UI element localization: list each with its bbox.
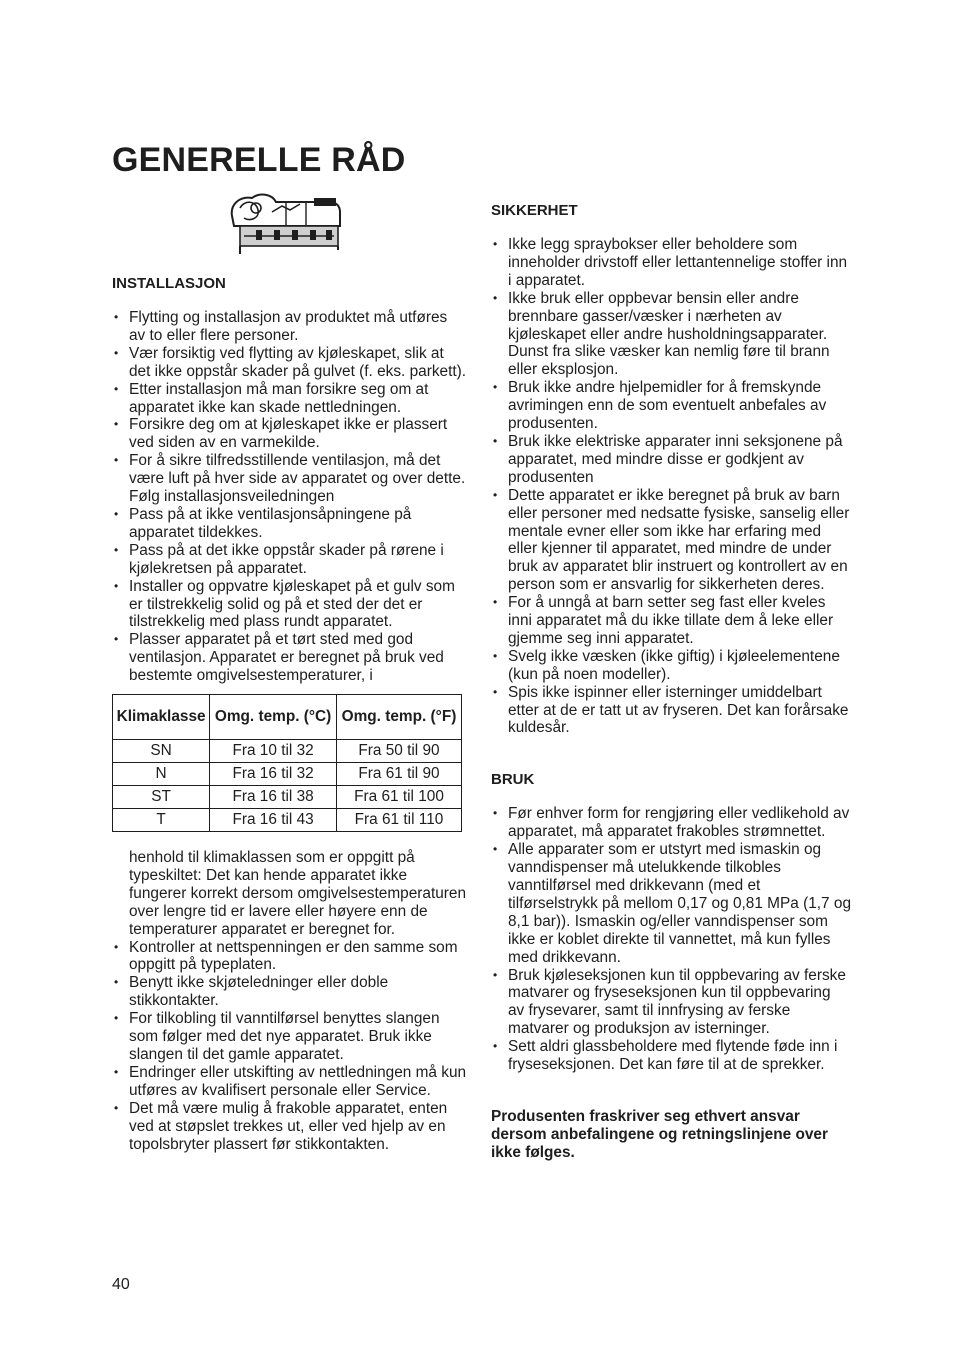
table-header-row bbox=[113, 695, 462, 740]
list-item: • Bruk kjøleseksjonen kun til oppbevaring av ferske matvarer og fryseseksjonen kun til oppbevaring av frysevarer, samt til innfrysing av ferske matvarer og produksjon av isterninger. bbox=[491, 967, 851, 1039]
list-item: • For tilkobling til vanntilførsel benyttes slangen som følger med det nye apparatet. Bruk ikke slangen til det gamle apparatet. bbox=[112, 1010, 467, 1064]
list-item: • Etter installasjon må man forsikre seg om at apparatet ikke kan skade nettledningen. bbox=[112, 381, 467, 417]
list-item: • For å unngå at barn setter seg fast eller kveles inni apparatet må du ikke tillate dem å leke eller gjemme seg inni apparatet. bbox=[491, 594, 851, 648]
table-row bbox=[113, 786, 462, 809]
list-item: • Bruk ikke andre hjelpemidler for å fremskynde avrimingen enn de som eventuelt anbefales av produsenten. bbox=[491, 379, 851, 433]
bruk-list bbox=[491, 805, 851, 1074]
table-row bbox=[113, 809, 462, 832]
list-item: • Pass på at det ikke oppstår skader på rørene i kjølekretsen på apparatet. bbox=[112, 542, 467, 578]
table-cell: Fra 16 til 38 bbox=[210, 786, 337, 809]
table-cell: Fra 61 til 90 bbox=[336, 763, 461, 786]
left-column bbox=[112, 275, 467, 1153]
list-item: • Alle apparater som er utstyrt med ismaskin og vanndispenser må utelukkende tilkobles vanntilførsel med drikkevann (med et tilførselstrykk på mellom 0,17 og 0,81 MPa (1,7 og 8,1 bar)). Ismaskin og/eller vanndispenser som ikke er koblet direkte til vannettet, må kun fylles med drikkevann. bbox=[491, 841, 851, 966]
section-heading-bruk: BRUK bbox=[491, 771, 535, 789]
list-item: • Før enhver form for rengjøring eller vedlikehold av apparatet, må apparatet frakobles strømnettet. bbox=[491, 805, 851, 841]
list-item: • Det må være mulig å frakoble apparatet, enten ved at støpslet trekkes ut, eller ved hjelp av en topolsbryter plassert før stikkontakten. bbox=[112, 1100, 467, 1154]
table-cell: Fra 16 til 32 bbox=[210, 763, 337, 786]
list-item: • Ikke bruk eller oppbevar bensin eller andre brennbare gasser/væsker i nærheten av kjøleskapet eller andre husholdningsapparater. Dunst fra slike væsker kan nemlig føre til brann eller eksplosjon. bbox=[491, 290, 851, 380]
list-item: • Installer og oppvatre kjøleskapet på et gulv som er tilstrekkelig solid og på et sted der det er tilstrekkelig med plass rundt apparatet. bbox=[112, 578, 467, 632]
table-row bbox=[113, 740, 462, 763]
table-header-cell: Klimaklasse bbox=[113, 695, 210, 740]
sikkerhet-list bbox=[491, 236, 851, 737]
table-header-cell: Omg. temp. (°F) bbox=[336, 695, 461, 740]
table-cell: N bbox=[113, 763, 210, 786]
table-cell: T bbox=[113, 809, 210, 832]
list-item: • Benytt ikke skjøteledninger eller doble stikkontakter. bbox=[112, 974, 467, 1010]
list-item: • For å sikre tilfredsstillende ventilasjon, må det være luft på hver side av apparatet og over dette. Følg installasjonsveiledningen bbox=[112, 452, 467, 506]
list-item: • Vær forsiktig ved flytting av kjøleskapet, slik at det ikke oppstår skader på gulvet (f. eks. parkett). bbox=[112, 345, 467, 381]
list-item: • Dette apparatet er ikke beregnet på bruk av barn eller personer med nedsatte fysiske, sanselig eller mentale evner eller som ikke har erfaring med eller kjenner til apparatet, med mindre de under bruk av apparatet blir instruert og kontrollert av en person som er ansvarlig for sikkerheten deres. bbox=[491, 487, 851, 594]
disclaimer-text: Produsenten fraskriver seg ethvert ansvar dersom anbefalingene og retningslinjene over ikke følges. bbox=[491, 1107, 828, 1161]
list-item: • Pass på at ikke ventilasjonsåpningene på apparatet tildekkes. bbox=[112, 506, 467, 542]
section-heading-sikkerhet: SIKKERHET bbox=[491, 202, 578, 219]
list-item: • Spis ikke ispinner eller isterninger umiddelbart etter at de er tatt ut av fryseren. Det kan forårsake kuldesår. bbox=[491, 684, 851, 738]
list-item: • Endringer eller utskifting av nettledningen må kun utføres av kvalifisert personale eller Service. bbox=[112, 1064, 467, 1100]
table-header-cell: Omg. temp. (°C) bbox=[210, 695, 337, 740]
fridge-moving-illustration-icon bbox=[226, 186, 346, 256]
table-cell: SN bbox=[113, 740, 210, 763]
right-column bbox=[491, 202, 851, 1162]
list-item: • Kontroller at nettspenningen er den samme som oppgitt på typeplaten. bbox=[112, 939, 467, 975]
list-item: • Flytting og installasjon av produktet må utføres av to eller flere personer. bbox=[112, 309, 467, 345]
installasjon-list-continued bbox=[112, 939, 467, 1154]
list-item: • Plasser apparatet på et tørt sted med god ventilasjon. Apparatet er beregnet på bruk ved bestemte omgivelsestemperaturer, i bbox=[112, 631, 467, 685]
table-cell: Fra 61 til 110 bbox=[336, 809, 461, 832]
installasjon-continuation: henhold til klimaklassen som er oppgitt på typeskiltet: Det kan hende apparatet ikke fungerer korrekt dersom omgivelsestemperaturen over lengre tid er lavere eller høyere enn de temperaturer apparatet er beregnet for. bbox=[129, 849, 467, 938]
section-heading-installasjon: INSTALLASJON bbox=[112, 275, 226, 292]
page-number: 40 bbox=[112, 1276, 130, 1293]
page-title: GENERELLE RÅD bbox=[112, 141, 406, 179]
table-cell: Fra 61 til 100 bbox=[336, 786, 461, 809]
installasjon-list bbox=[112, 309, 467, 685]
list-item: • Svelg ikke væsken (ikke giftig) i kjøleelementene (kun på noen modeller). bbox=[491, 648, 851, 684]
list-item: • Forsikre deg om at kjøleskapet ikke er plassert ved siden av en varmekilde. bbox=[112, 416, 467, 452]
list-item: • Sett aldri glassbeholdere med flytende føde inn i fryseseksjonen. Det kan føre til at de sprekker. bbox=[491, 1038, 851, 1074]
list-item: • Bruk ikke elektriske apparater inni seksjonene på apparatet, med mindre disse er godkjent av produsenten bbox=[491, 433, 851, 487]
climate-class-table bbox=[112, 694, 462, 832]
table-cell: Fra 50 til 90 bbox=[336, 740, 461, 763]
table-cell: Fra 16 til 43 bbox=[210, 809, 337, 832]
table-cell: Fra 10 til 32 bbox=[210, 740, 337, 763]
table-cell: ST bbox=[113, 786, 210, 809]
table-row bbox=[113, 763, 462, 786]
list-item: • Ikke legg spraybokser eller beholdere som inneholder drivstoff eller lettantennelige stoffer inn i apparatet. bbox=[491, 236, 851, 290]
